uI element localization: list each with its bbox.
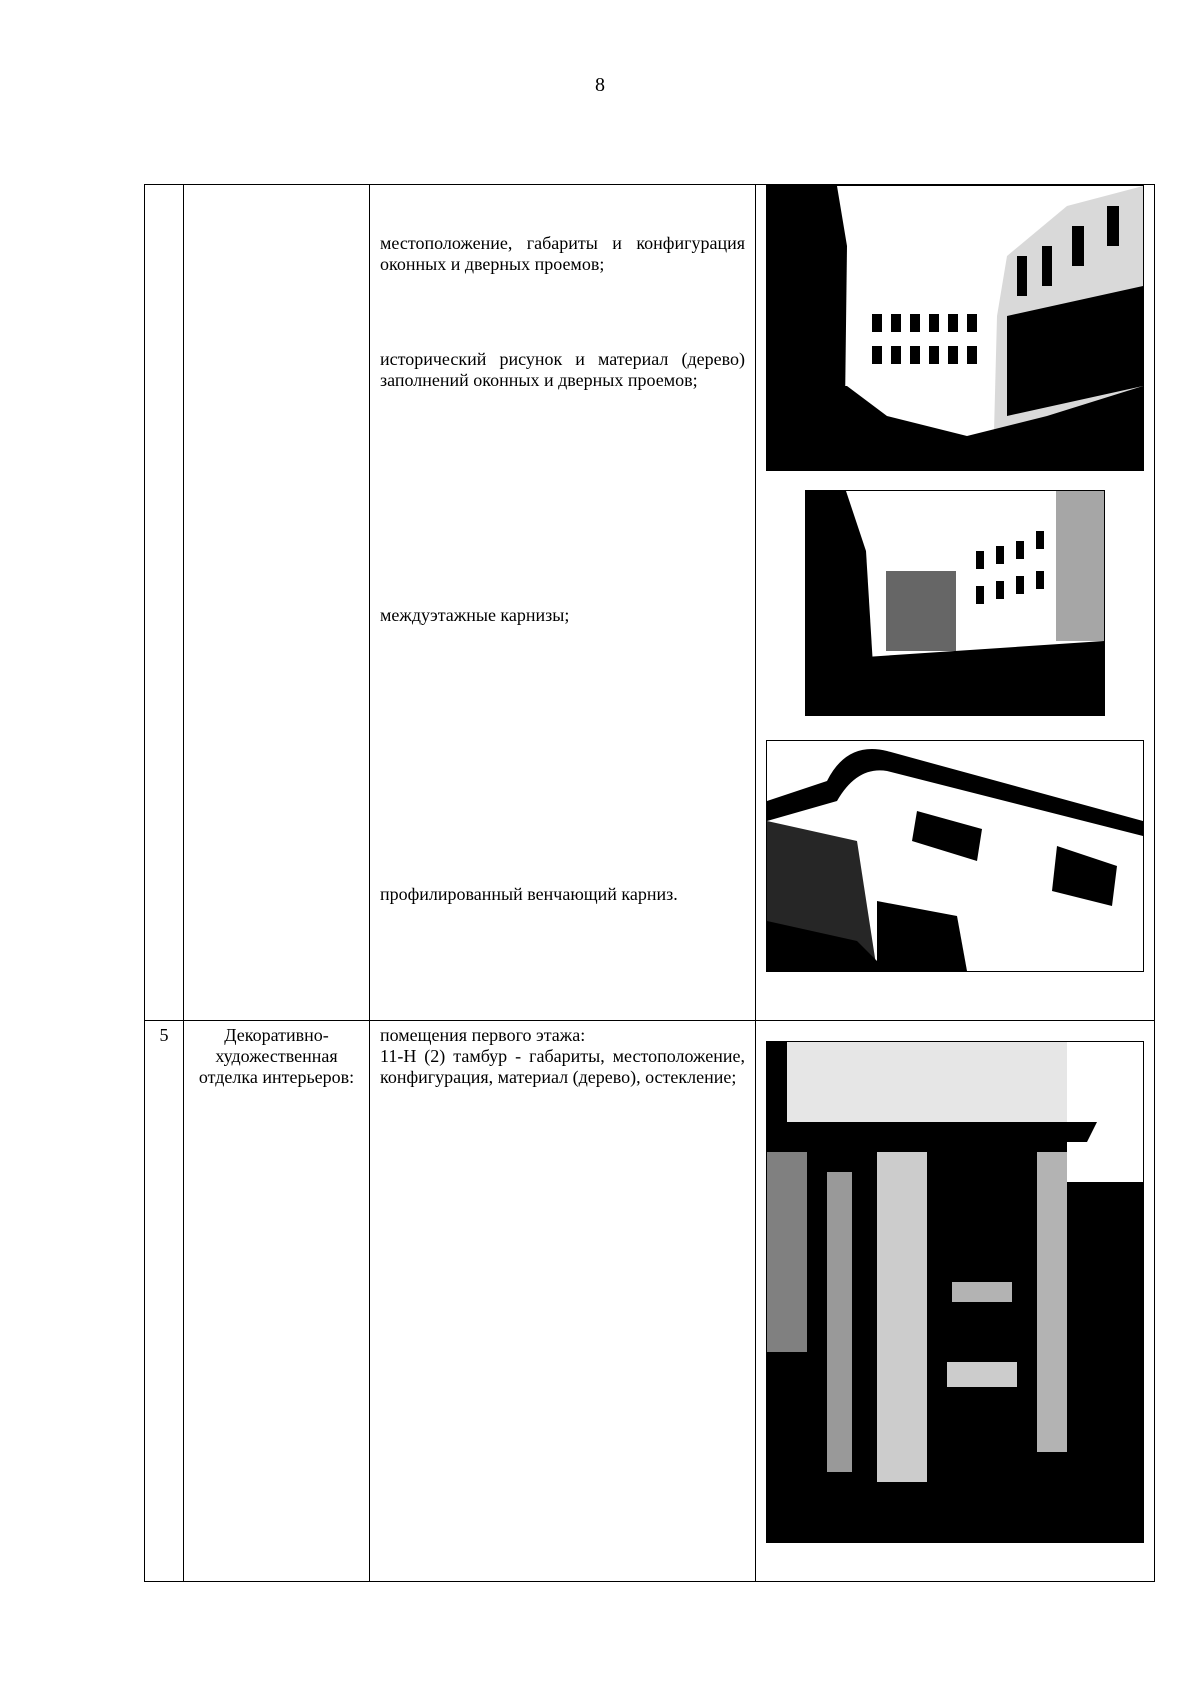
description-cell — [370, 185, 756, 1021]
table-row — [145, 185, 1155, 1021]
item-first-floor: помещения первого этажа: — [380, 1025, 586, 1045]
row-name-cell: Декоративно-художественная отделка интерьеров: — [184, 1021, 370, 1582]
photo-cell — [756, 185, 1155, 1021]
row-number-cell — [145, 185, 184, 1021]
item-window-fill: исторический рисунок и материал (дерево) заполнений оконных и дверных проемов; — [380, 349, 745, 390]
photo-cell — [756, 1021, 1155, 1582]
item-crowning-cornice: профилированный венчающий карниз. — [380, 884, 678, 904]
courtyard-photo-1 — [766, 185, 1144, 471]
table-row — [145, 1021, 1155, 1582]
description-cell — [370, 1021, 756, 1582]
courtyard-photo-2 — [805, 490, 1105, 716]
vestibule-photo — [766, 1041, 1144, 1543]
row-number-cell: 5 — [145, 1021, 184, 1582]
protected-elements-table — [144, 184, 1155, 1582]
item-interfloor-cornices: междуэтажные карнизы; — [380, 605, 570, 625]
item-window-openings: местоположение, габариты и конфигурация оконных и дверных проемов; — [380, 233, 745, 274]
page-number: 8 — [595, 74, 605, 96]
cornice-photo — [766, 740, 1144, 972]
item-vestibule: 11-Н (2) тамбур - габариты, местоположение, конфигурация, материал (дерево), остекление; — [380, 1046, 745, 1087]
row-name-cell — [184, 185, 370, 1021]
